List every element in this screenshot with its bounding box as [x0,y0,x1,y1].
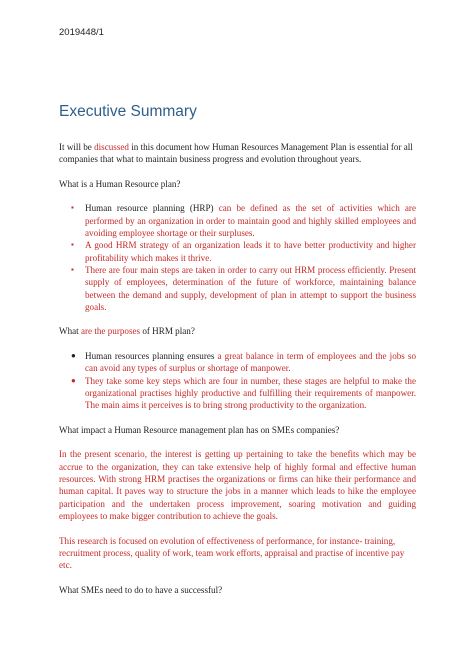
list-item [59,202,416,239]
intro-text-c: in this document how Human Resources Management Plan is essential for all companies that what to maintain business progress and evolution throughout years. [59,142,413,165]
list-text-highlight: a great balance in term of employees and the jobs so can avoid any types of surplus or shortage of manpower. [85,351,416,374]
intro-text-a: It will be [59,142,95,152]
list-text: A good HRM strategy of an organization leads it to have better productivity and higher profitability which makes it thrive. [85,240,416,263]
question-text-c: of HRM plan? [140,326,195,337]
list-item [59,350,416,375]
question-purposes [59,325,416,337]
square-bullet-icon: ▪ [71,264,74,274]
round-bullet-icon: ● [71,375,76,385]
square-bullet-icon: ▪ [71,240,74,250]
question-text-highlight: are the purposes [80,326,141,337]
list-text: They take some key steps which are four in number, these stages are helpful to make the organizational practises highly productive and fulfilling their requirements of manpower. The main aims it perceives is to bring strong productivity to the organization. [85,375,416,411]
question-smes: What SMEs need to do to have a successful? [59,584,223,595]
list-text-a: Human resources planning ensures [85,351,218,362]
list-item [59,264,416,313]
hr-plan-list [59,202,416,313]
research-paragraph: This research is focused on evolution of effectiveness of performance, for instance- training, recruitment process, quality of work, team work efforts, appraisal and practise of incentive pay etc. [59,535,405,571]
question-hr-plan: What is a Human Resource plan? [59,178,181,189]
document-body [59,141,416,608]
document-id: 2019448/1 [59,27,104,38]
square-bullet-icon: ▪ [71,203,74,213]
list-item [59,375,416,412]
round-bullet-icon: ● [71,351,76,361]
list-text-highlight: can be defined as the set of activities which are performed by an organization in order to maintain good and highly skilled employees and avoiding employee shortage or their surpluses. [85,203,416,239]
intro-text-highlight: discussed [94,142,129,152]
impact-paragraph: In the present scenario, the interest is getting up pertaining to take the benefits which may be accrue to the organization, they can take extensive help of highly formal and effective human resources. With strong HRM practises the organizations or firms can hike their performance and human capital. It paves way to structure the jobs in a manner which leads to hike the employee participation and the undertaken process improvement, soaring motivation and guiding employees to make bigger contribution to achieve the goals. [59,449,416,521]
intro-paragraph [59,141,416,166]
list-text: There are four main steps are taken in order to carry out HRM process efficiently. Present supply of employees, determination of the future of workforce, maintaining balance between the demand and supply, development of plan in attempt to support the business goals. [85,264,416,312]
question-impact: What impact a Human Resource management plan has on SMEs companies? [59,424,340,435]
purposes-list [59,350,416,411]
section-heading: Executive Summary [59,103,197,120]
question-text-a: What [59,326,81,337]
list-item [59,239,416,264]
list-text-a: Human resource planning (HRP) [85,203,219,214]
